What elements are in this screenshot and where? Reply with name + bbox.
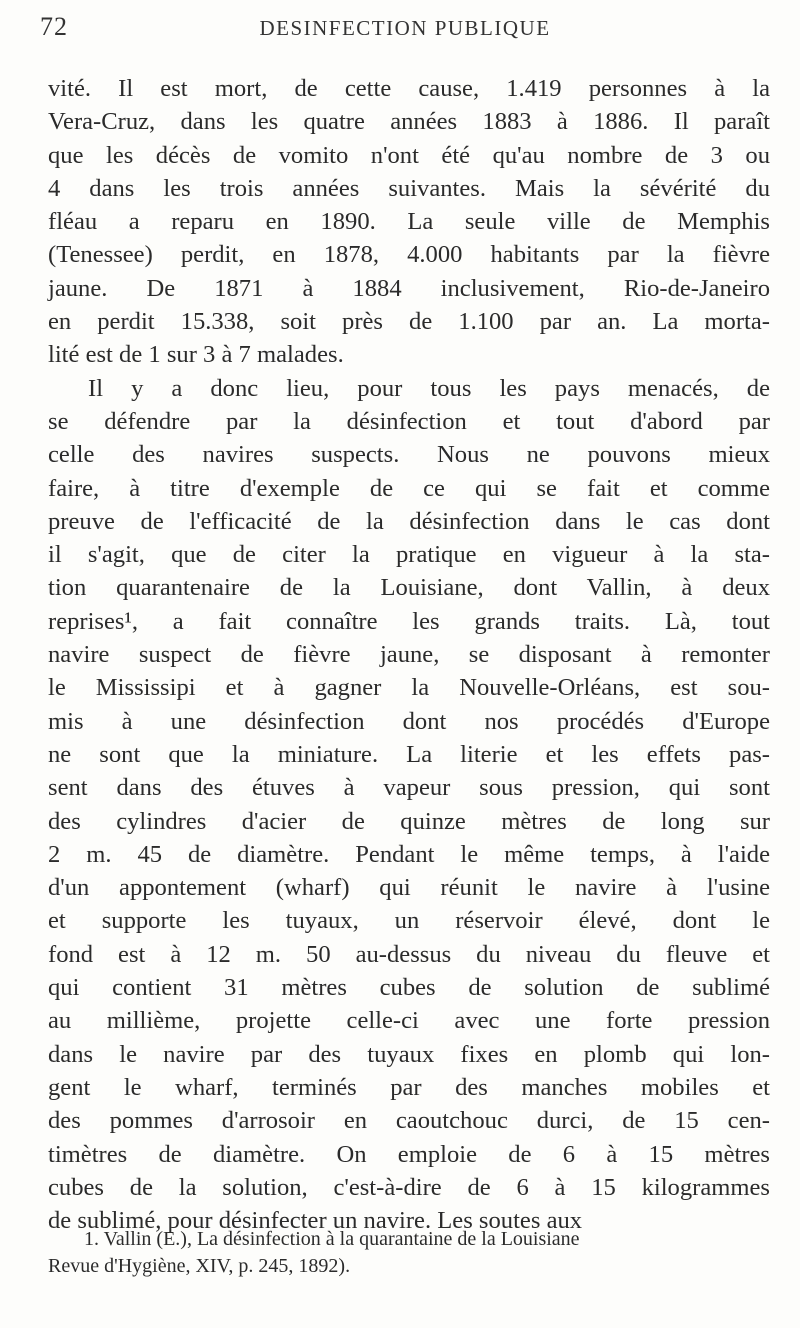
text-line: fléau a reparu en 1890. La seule ville de Memphis	[48, 208, 770, 236]
text-line: il s'agit, que de citer la pratique en vigueur à la sta-	[48, 541, 770, 569]
text-line: timètres de diamètre. On emploie de 6 à 15 mètres	[48, 1140, 770, 1168]
text-line: jaune. De 1871 à 1884 inclusivement, Rio-de-Janeiro	[48, 274, 770, 302]
text-line: fond est à 12 m. 50 au-dessus du niveau du fleuve et	[48, 940, 770, 968]
text-line: le Mississipi et à gagner la Nouvelle-Orléans, est sou-	[48, 674, 770, 702]
text-line: Il y a donc lieu, pour tous les pays menacés, de	[88, 374, 770, 402]
text-line: ne sont que la miniature. La literie et les effets pas-	[48, 740, 770, 768]
text-line: dans le navire par des tuyaux fixes en plomb qui lon-	[48, 1040, 770, 1068]
text-line: tion quarantenaire de la Louisiane, dont Vallin, à deux	[48, 574, 770, 602]
running-title: DESINFECTION PUBLIQUE	[259, 16, 551, 40]
text-line: faire, à titre d'exemple de ce qui se fait et comme	[48, 474, 770, 502]
text-line: mis à une désinfection dont nos procédés d'Europe	[48, 707, 770, 735]
text-line: (Tenessee) perdit, en 1878, 4.000 habitants par la fièvre	[48, 241, 770, 269]
text-line: celle des navires suspects. Nous ne pouvons mieux	[48, 441, 770, 469]
text-line: cubes de la solution, c'est-à-dire de 6 à 15 kilogrammes	[48, 1173, 770, 1201]
text-line: navire suspect de fièvre jaune, se disposant à remonter	[48, 641, 770, 669]
text-line: preuve de l'efficacité de la désinfection dans le cas dont	[48, 507, 770, 535]
text-line: 2 m. 45 de diamètre. Pendant le même temps, à l'aide	[48, 840, 770, 868]
text-line: des pommes d'arrosoir en caoutchouc durci, de 15 cen-	[48, 1107, 770, 1135]
text-line: lité est de 1 sur 3 à 7 malades.	[48, 341, 344, 369]
body-text	[48, 72, 770, 1237]
text-line: que les décès de vomito n'ont été qu'au nombre de 3 ou	[48, 141, 770, 169]
text-line: 4 dans les trois années suivantes. Mais la sévérité du	[48, 174, 770, 202]
text-line: de sublimé, pour désinfecter un navire. Les soutes aux	[48, 1207, 583, 1235]
text-line: reprises¹, a fait connaître les grands traits. Là, tout	[48, 607, 770, 635]
text-line: gent le wharf, terminés par des manches mobiles et	[48, 1073, 770, 1101]
page-number: 72	[40, 12, 68, 41]
text-line: vité. Il est mort, de cette cause, 1.419 personnes à la	[48, 75, 770, 102]
footnote-line-2: Revue d'Hygiène, XIV, p. 245, 1892).	[48, 1255, 351, 1277]
page-header	[40, 12, 770, 52]
footnote-line-1: 1. Vallin (E.), La désinfection à la quarantaine de la Louisiane	[84, 1228, 580, 1250]
text-line: d'un appontement (wharf) qui réunit le navire à l'usine	[48, 874, 770, 902]
text-line: au millième, projette celle-ci avec une forte pression	[48, 1007, 770, 1035]
text-line: sent dans des étuves à vapeur sous pression, qui sont	[48, 774, 770, 802]
paragraph-2	[48, 372, 770, 1238]
paragraph-1	[48, 72, 770, 372]
text-line: qui contient 31 mètres cubes de solution de sublimé	[48, 974, 770, 1002]
text-line: des cylindres d'acier de quinze mètres de long sur	[48, 807, 770, 835]
text-line: Vera-Cruz, dans les quatre années 1883 à 1886. Il paraît	[48, 108, 770, 136]
text-line: se défendre par la désinfection et tout d'abord par	[48, 407, 770, 435]
text-line: et supporte les tuyaux, un réservoir élevé, dont le	[48, 907, 770, 935]
footnote	[48, 1226, 770, 1280]
text-line: en perdit 15.338, soit près de 1.100 par an. La morta-	[48, 308, 770, 336]
